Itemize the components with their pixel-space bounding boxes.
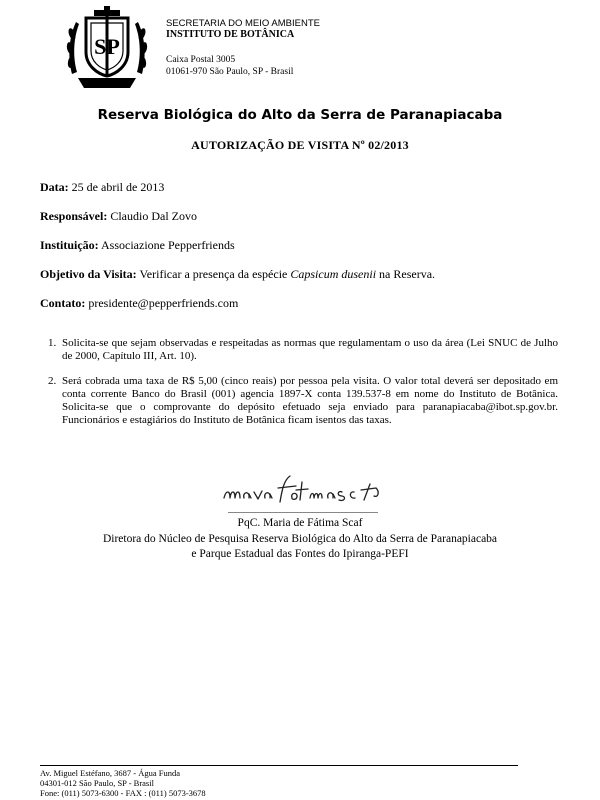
footer-address — [40, 768, 206, 798]
secretariat-name: SECRETARIA DO MEIO AMBIENTE — [166, 18, 320, 29]
footer-divider — [40, 765, 518, 766]
sao-paulo-coat-of-arms-icon — [64, 4, 150, 92]
condition-item — [40, 375, 558, 427]
signature-line — [228, 512, 378, 513]
footer-city: 04301-012 São Paulo, SP - Brasil — [40, 778, 154, 788]
contact-label: Contato: — [40, 296, 86, 310]
condition-number: 1. — [48, 337, 57, 349]
signatory-name: PqC. Maria de Fátima Scaf — [237, 517, 363, 529]
condition-item — [40, 337, 558, 363]
institute-name: INSTITUTO DE BOTÂNICA — [166, 29, 295, 40]
responsible-field — [40, 209, 197, 224]
institution-field — [40, 238, 235, 253]
institution-label: Instituição: — [40, 238, 99, 252]
objective-label: Objetivo da Visita: — [40, 267, 137, 281]
condition-text: Solicita-se que sejam observadas e respeitadas as normas que regulamentam o uso da área (Lei SNUC de Julho de 2000, Capítulo III, Art. 10). — [62, 337, 558, 362]
date-field — [40, 180, 164, 195]
conditions-list — [40, 337, 558, 439]
institution-value: Associazione Pepperfriends — [101, 238, 235, 252]
date-value: 25 de abril de 2013 — [71, 180, 165, 194]
document-title: Reserva Biológica do Alto da Serra de Paranapiacaba — [97, 107, 503, 123]
contact-field — [40, 296, 238, 311]
institution-header — [166, 18, 320, 78]
objective-field — [40, 267, 435, 282]
signatory-role: Diretora do Núcleo de Pesquisa Reserva Biológica do Alto da Serra de Paranapiacaba — [102, 533, 498, 545]
condition-number: 2. — [48, 375, 57, 387]
footer-street: Av. Miguel Estéfano, 3687 - Água Funda — [40, 768, 180, 778]
po-box: Caixa Postal 3005 — [166, 55, 236, 65]
objective-text-before: Verificar a presença da espécie — [139, 267, 288, 281]
species-name: Capsicum dusenii — [290, 267, 377, 281]
authorization-number: AUTORIZAÇÃO DE VISITA Nº 02/2013 — [191, 138, 409, 152]
objective-text-after: na Reserva. — [379, 267, 436, 281]
city-line: 01061-970 São Paulo, SP - Brasil — [166, 67, 294, 77]
handwritten-signature — [218, 470, 388, 510]
responsible-value: Claudio Dal Zovo — [110, 209, 197, 223]
footer-phone: Fone: (011) 5073-6300 - FAX : (011) 5073-3678 — [40, 788, 206, 798]
svg-text:SP: SP — [94, 34, 120, 59]
condition-text: Será cobrada uma taxa de R$ 5,00 (cinco reais) por pessoa pela visita. O valor total deverá ser depositado em conta corrente Banco do Brasil (001) agencia 1897-X conta 139.537-8 em nome do Instituto de Botânica. Solicita-se que o comprovante do depósito efetuado seja enviado para paranapiacaba@ibot.sp.gov.br. Funcionários e estagiários do Instituto de Botânica ficam isentos das taxas. — [62, 375, 558, 426]
responsible-label: Responsável: — [40, 209, 108, 223]
date-label: Data: — [40, 180, 69, 194]
contact-email: presidente@pepperfriends.com — [88, 296, 239, 310]
signatory-role-continued: e Parque Estadual das Fontes do Ipiranga-PEFI — [191, 548, 409, 560]
header-address — [166, 54, 320, 78]
